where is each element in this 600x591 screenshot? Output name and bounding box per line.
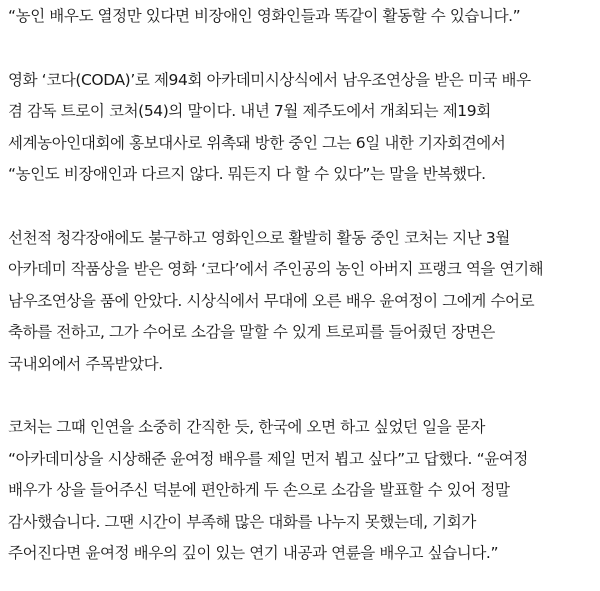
- text-line: “농인 배우도 열정만 있다면 비장애인 영화인들과 똑같이 활동할 수 있습니다.”: [8, 7, 521, 25]
- paragraph-quote: [8, 1, 600, 33]
- paragraph-intro: [8, 65, 600, 191]
- text-line: 국내외에서 주목받았다.: [8, 354, 163, 373]
- text-line: 남우조연상을 품에 안았다. 시상식에서 무대에 오른 배우 윤여정이 그에게 수어로: [8, 291, 535, 310]
- paragraph-gap: [8, 191, 600, 223]
- text-line: 아카데미 작품상을 받은 영화 ‘코다’에서 주인공의 농인 아버지 프랭크 역을 연기해: [8, 260, 544, 278]
- text-line: 겸 감독 트로이 코처(54)의 말이다. 내년 7월 제주도에서 개최되는 제19회: [8, 102, 491, 120]
- paragraph-closing: [8, 412, 600, 570]
- text-line: “농인도 비장애인과 다르지 않다. 뭐든지 다 할 수 있다”는 말을 반복했다.: [8, 165, 486, 183]
- text-line: 선천적 청각장애에도 불구하고 영화인으로 활발히 활동 중인 코처는 지난 3월: [8, 228, 510, 247]
- text-line: 감사했습니다. 그땐 시간이 부족해 많은 대화를 나누지 못했는데, 기회가: [8, 512, 476, 531]
- text-line: “아카데미상을 시상해준 윤여정 배우를 제일 먼저 뵙고 싶다”고 답했다. “윤여정: [8, 449, 528, 468]
- text-line: 세계농아인대회에 홍보대사로 위촉돼 방한 중인 그는 6일 내한 기자회견에서: [8, 133, 506, 152]
- paragraph-gap: [8, 33, 600, 65]
- text-line: 배우가 상을 들어주신 덕분에 편안하게 두 손으로 소감을 발표할 수 있어 정말: [8, 481, 510, 499]
- text-line: 축하를 전하고, 그가 수어로 소감을 말할 수 있게 트로피를 들어줬던 장면은: [8, 323, 495, 341]
- paragraph-gap: [8, 380, 600, 412]
- text-line: 영화 ‘코다(CODA)’로 제94회 아카데미시상식에서 남우조연상을 받은 미국 배우: [8, 70, 531, 89]
- text-line: 주어진다면 윤여정 배우의 깊이 있는 연기 내공과 연륜을 배우고 싶습니다.”: [8, 544, 499, 562]
- paragraph-background: [8, 223, 600, 381]
- text-line: 코처는 그때 인연을 소중히 간직한 듯, 한국에 오면 하고 싶었던 일을 묻자: [8, 418, 485, 436]
